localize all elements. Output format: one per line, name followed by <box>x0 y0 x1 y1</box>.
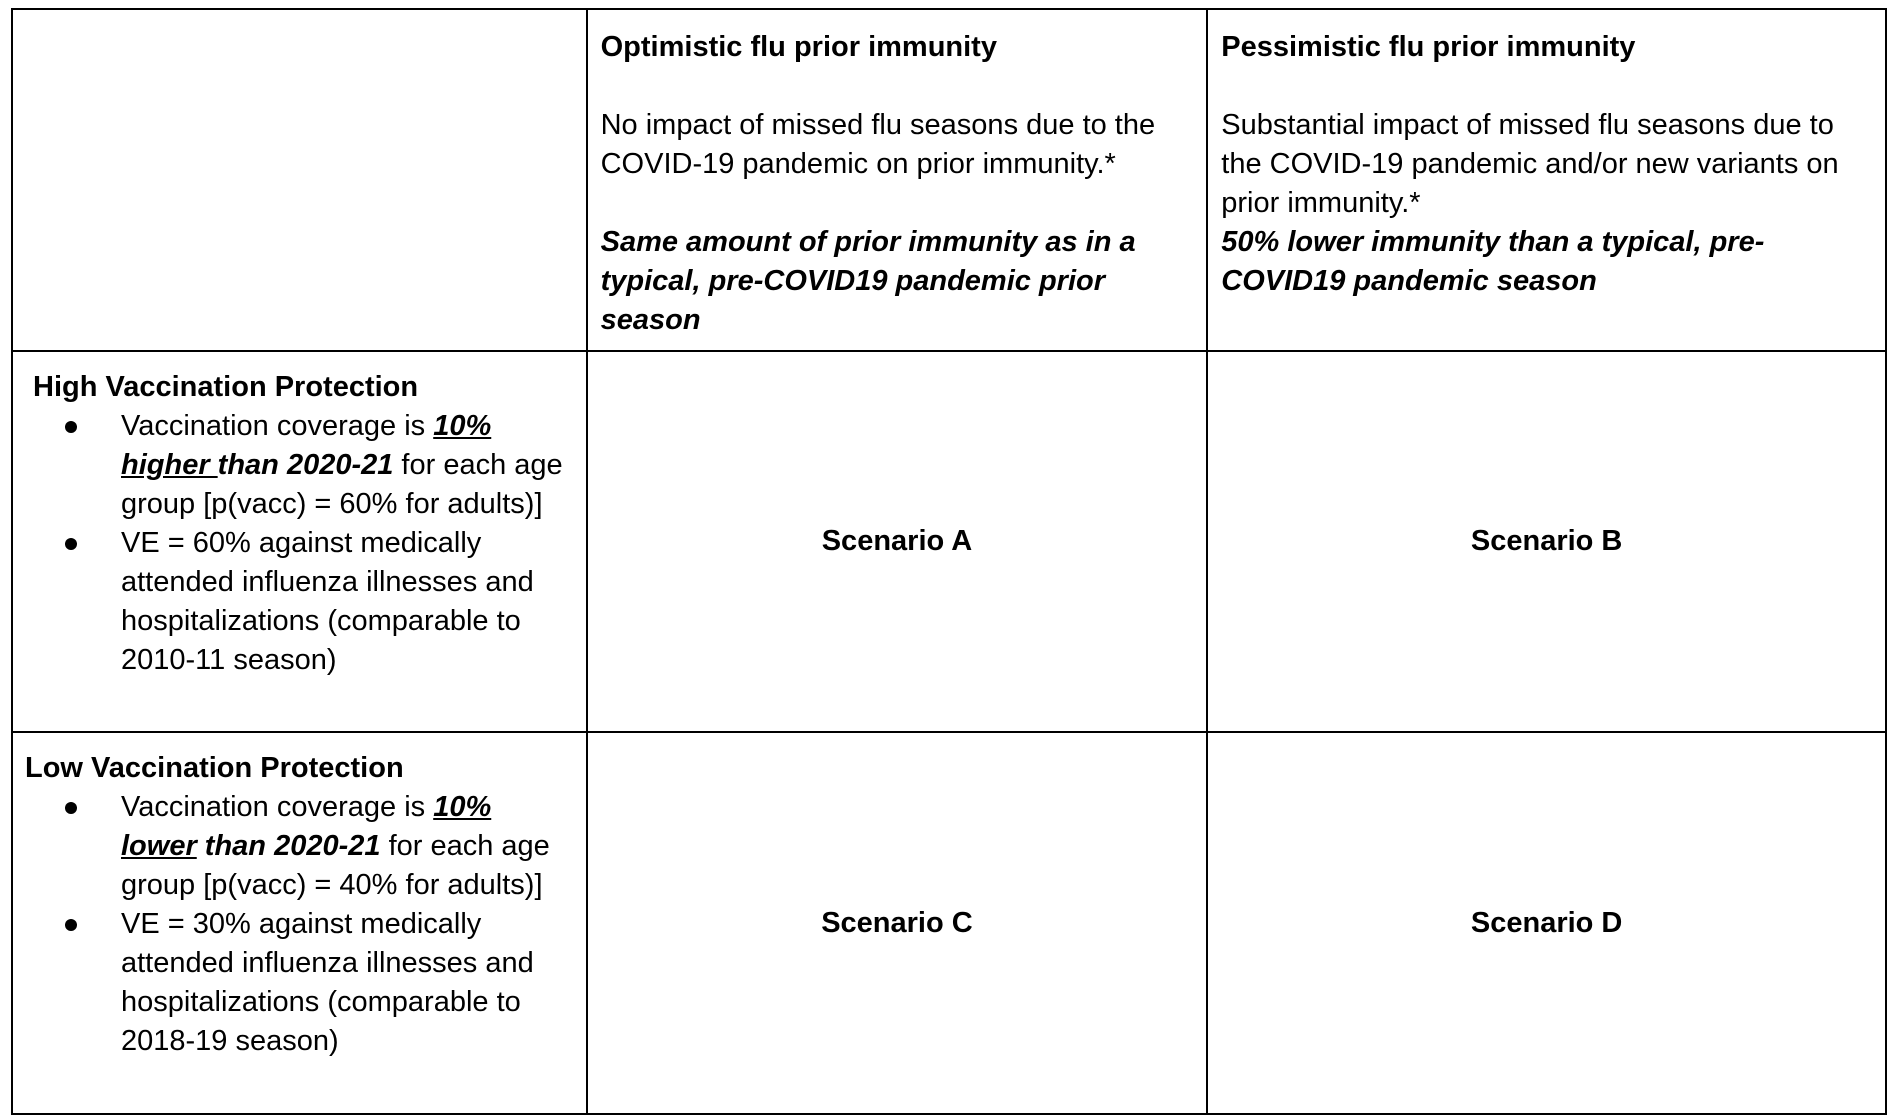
scenario-a-cell: Scenario A <box>587 351 1208 732</box>
ve-text: VE = 60% against medically attended influenza illnesses and hospitalizations (comparable to 2010-11 season) <box>121 527 534 676</box>
list-item <box>121 407 572 524</box>
bullet-icon <box>65 538 77 550</box>
coverage-suffix: for each age group [p(vacc) = 60% for adults)] <box>121 449 563 520</box>
bullet-icon <box>65 919 77 931</box>
high-protection-row <box>12 351 1886 732</box>
empty-corner-cell <box>12 9 587 351</box>
list-item <box>121 905 572 1061</box>
coverage-prefix: Vaccination coverage is <box>121 791 434 823</box>
high-protection-cell <box>12 351 587 732</box>
header-row <box>12 9 1886 351</box>
coverage-suffix: for each age group [p(vacc) = 40% for adults)] <box>121 830 550 901</box>
optimistic-emphasis: Same amount of prior immunity as in a typical, pre-COVID19 pandemic prior season <box>600 226 1136 336</box>
optimistic-header-cell <box>587 9 1208 351</box>
coverage-emphasis: than 2020-21 <box>217 449 394 481</box>
coverage-underlined: 10% lower <box>121 791 492 862</box>
list-item <box>121 788 572 905</box>
bullet-icon <box>65 802 77 814</box>
coverage-emphasis: than 2020-21 <box>196 830 381 862</box>
low-protection-cell <box>12 732 587 1114</box>
low-protection-list <box>25 788 572 1061</box>
scenario-table <box>11 8 1887 1115</box>
list-item <box>121 524 572 680</box>
coverage-prefix: Vaccination coverage is <box>121 410 434 442</box>
low-protection-title: Low Vaccination Protection <box>25 752 404 784</box>
high-protection-list <box>25 407 572 680</box>
scenario-c-cell: Scenario C <box>587 732 1208 1114</box>
pessimistic-header-cell <box>1207 9 1886 351</box>
pessimistic-emphasis: 50% lower immunity than a typical, pre-COVID19 pandemic season <box>1221 226 1765 297</box>
optimistic-title: Optimistic flu prior immunity <box>600 31 997 63</box>
scenario-d-cell: Scenario D <box>1207 732 1886 1114</box>
coverage-underlined: 10% higher <box>121 410 492 481</box>
pessimistic-description: Substantial impact of missed flu seasons due to the COVID-19 pandemic and/or new variants on prior immunity.* <box>1221 109 1839 219</box>
pessimistic-title: Pessimistic flu prior immunity <box>1221 31 1636 63</box>
scenario-b-cell: Scenario B <box>1207 351 1886 732</box>
low-protection-row <box>12 732 1886 1114</box>
ve-text: VE = 30% against medically attended influenza illnesses and hospitalizations (comparable to 2018-19 season) <box>121 908 534 1057</box>
optimistic-description: No impact of missed flu seasons due to the COVID-19 pandemic on prior immunity.* <box>600 109 1156 180</box>
high-protection-title: High Vaccination Protection <box>33 371 419 403</box>
bullet-icon <box>65 421 77 433</box>
